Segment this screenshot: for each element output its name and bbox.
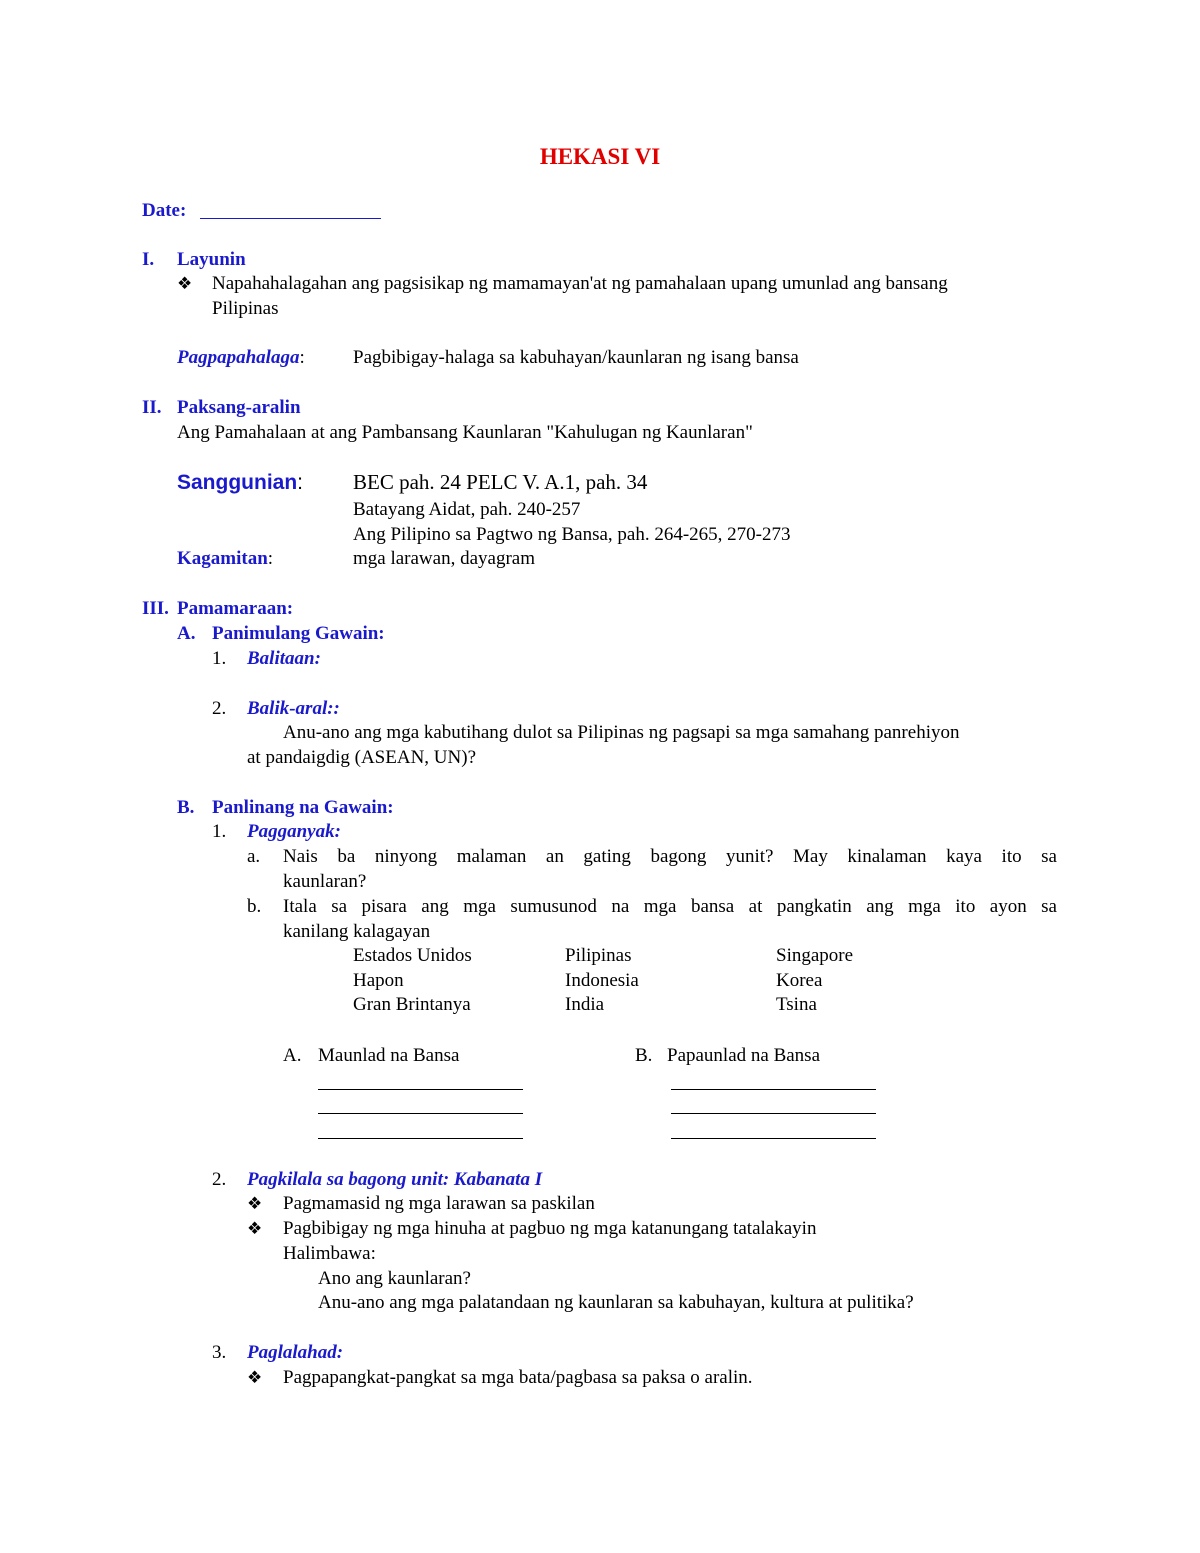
objective-text-line1: Napahahalagahan ang pagsisikap ng mamamayan'at ng pamahalaan upang umunlad ang bansang [212, 273, 948, 294]
column-b-letter: B. [635, 1045, 653, 1066]
review-question-line2: at pandaigdig (ASEAN, UN)? [247, 747, 477, 768]
reference-2: Batayang Aidat, pah. 240-257 [353, 499, 581, 520]
column-a-letter: A. [283, 1045, 302, 1066]
diamond-bullet-icon: ❖ [247, 1219, 263, 1238]
reference-1: BEC pah. 24 PELC V. A.1, pah. 34 [353, 470, 648, 494]
country-cell: Indonesia [565, 970, 639, 991]
part-b-item1-number: 1. [212, 821, 227, 842]
part-a-heading: Panimulang Gawain: [212, 623, 385, 644]
objective-text-line2: Pilipinas [212, 298, 279, 319]
column-a-label: Maunlad na Bansa [318, 1045, 460, 1066]
date-blank-line[interactable] [200, 218, 381, 219]
column-b-label: Papaunlad na Bansa [667, 1045, 821, 1066]
part-a-item1-label: Balitaan: [247, 648, 321, 669]
materials-label-colon: : [267, 548, 274, 569]
country-cell: Korea [776, 970, 823, 991]
part-b-item1-label: Pagganyak: [247, 821, 341, 842]
part-b-letter: B. [177, 797, 195, 818]
section-2-number: II. [142, 397, 162, 418]
materials-label [177, 546, 273, 571]
item3-bullet-1: Pagpapangkat-pangkat sa mga bata/pagbasa sa paksa o aralin. [283, 1367, 753, 1388]
country-cell: India [565, 994, 605, 1015]
motivation-b-line2: kanilang kalagayan [283, 921, 431, 942]
part-b-item2-number: 2. [212, 1169, 227, 1190]
page-title: HEKASI VI [539, 144, 661, 169]
section-1-number: I. [142, 249, 155, 270]
section-1-heading: Layunin [177, 249, 246, 270]
example-question-1: Ano ang kaunlaran? [318, 1268, 471, 1289]
motivation-b-line1: Itala sa pisara ang mga sumusunod na mga bansa at pangkatin ang mga ito ayon sa [283, 896, 1057, 917]
example-question-2: Anu-ano ang mga palatandaan ng kaunlaran sa kabuhayan, kultura at pulitika? [318, 1292, 914, 1313]
date-label: Date: [142, 200, 187, 221]
diamond-bullet-icon: ❖ [247, 1368, 263, 1387]
answer-blank-line[interactable] [318, 1089, 523, 1090]
answer-blank-line[interactable] [671, 1113, 876, 1114]
section-3-number: III. [142, 598, 169, 619]
country-cell: Hapon [353, 970, 404, 991]
motivation-a-letter: a. [247, 846, 261, 867]
section-2-heading: Paksang-aralin [177, 397, 301, 418]
section-3-heading: Pamamaraan: [177, 598, 294, 619]
materials-label-text: Kagamitan [177, 548, 268, 569]
part-a-item1-number: 1. [212, 648, 227, 669]
part-a-item2-number: 2. [212, 698, 227, 719]
answer-blank-line[interactable] [318, 1138, 523, 1139]
reference-3: Ang Pilipino sa Pagtwo ng Bansa, pah. 264-265, 270-273 [353, 524, 791, 545]
topic-text: Ang Pamahalaan at ang Pambansang Kaunlaran "Kahulugan ng Kaunlaran" [177, 422, 753, 443]
reference-label [177, 470, 303, 495]
part-b-heading: Panlinang na Gawain: [212, 797, 394, 818]
part-b-item2-label: Pagkilala sa bagong unit: Kabanata I [247, 1169, 543, 1190]
item2-bullet-1: Pagmamasid ng mga larawan sa paskilan [283, 1193, 595, 1214]
reference-label-text: Sanggunian [177, 471, 298, 494]
answer-blank-line[interactable] [318, 1113, 523, 1114]
motivation-a-line2: kaunlaran? [283, 871, 367, 892]
motivation-b-letter: b. [247, 896, 262, 917]
example-label: Halimbawa: [283, 1243, 376, 1264]
country-cell: Estados Unidos [353, 945, 472, 966]
answer-blank-line[interactable] [671, 1138, 876, 1139]
item2-bullet-2: Pagbibigay ng mga hinuha at pagbuo ng mga katanungang tatalakayin [283, 1218, 817, 1239]
value-label-text: Pagpapahalaga [177, 347, 300, 368]
country-cell: Gran Brintanya [353, 994, 471, 1015]
value-label-colon: : [299, 347, 305, 368]
part-b-item3-label: Paglalahad: [247, 1342, 344, 1363]
materials-text: mga larawan, dayagram [353, 548, 535, 569]
diamond-bullet-icon: ❖ [247, 1194, 263, 1213]
answer-blank-line[interactable] [671, 1089, 876, 1090]
country-cell: Pilipinas [565, 945, 632, 966]
diamond-bullet-icon: ❖ [177, 274, 193, 293]
reference-label-colon: : [297, 471, 304, 494]
motivation-a-line1: Nais ba ninyong malaman an gating bagong yunit? May kinalaman kaya ito sa [283, 846, 1057, 867]
part-b-item3-number: 3. [212, 1342, 227, 1363]
review-question-line1: Anu-ano ang mga kabutihang dulot sa Pilipinas ng pagsapi sa mga samahang panrehiyon [283, 722, 960, 743]
country-cell: Tsina [776, 994, 817, 1015]
value-label [177, 345, 305, 370]
value-text: Pagbibigay-halaga sa kabuhayan/kaunlaran ng isang bansa [353, 347, 799, 368]
part-a-item2-label: Balik-aral:: [247, 698, 340, 719]
part-a-letter: A. [177, 623, 196, 644]
country-cell: Singapore [776, 945, 854, 966]
